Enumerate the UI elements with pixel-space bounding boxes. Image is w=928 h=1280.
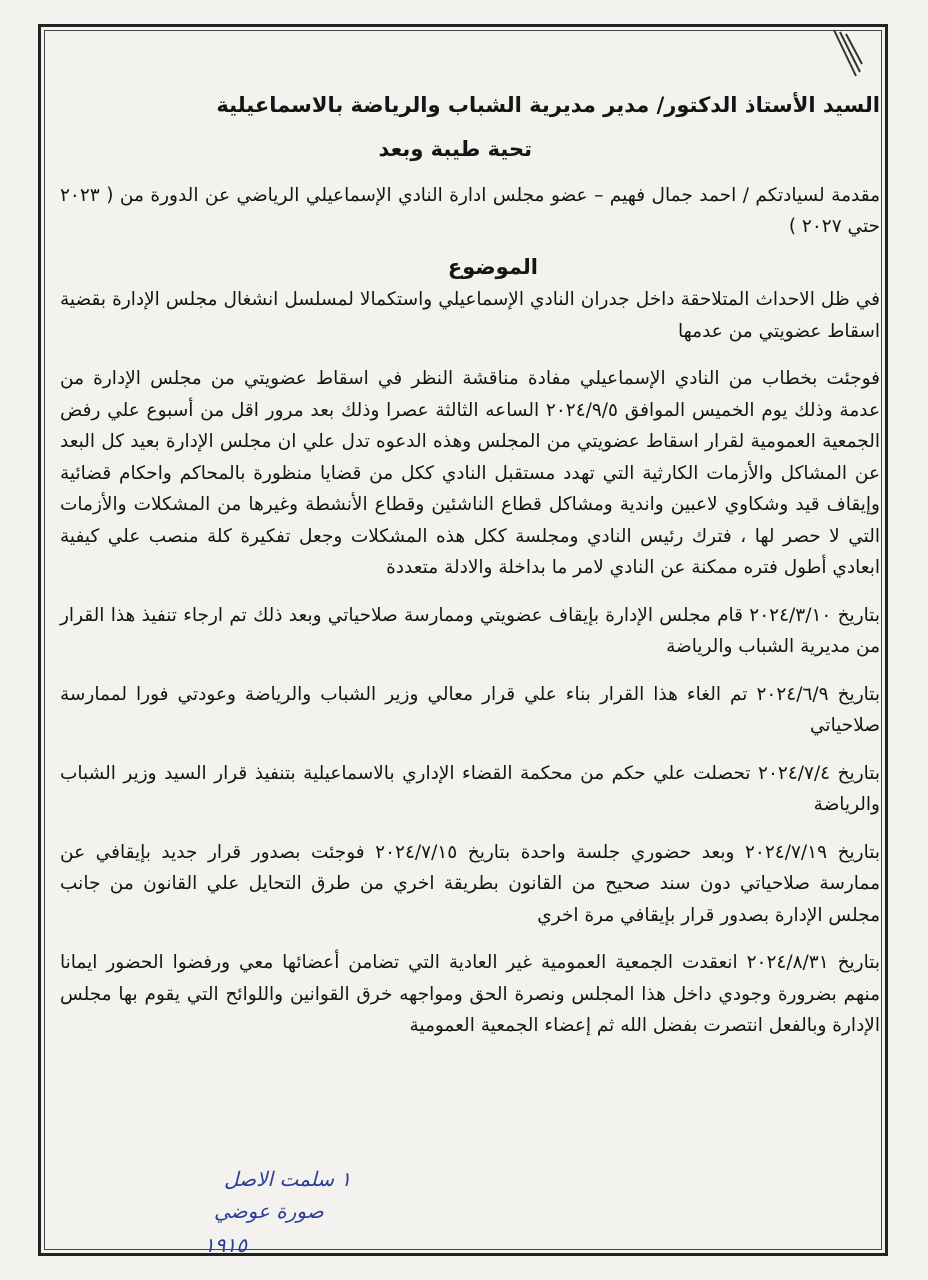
paragraph: بتاريخ ٢٠٢٤/٧/٤ تحصلت علي حكم من محكمة القضاء الإداري بالاسماعيلية بتنفيذ قرار السيد وزير الشباب والرياضة: [60, 762, 880, 815]
paragraph: فوجئت بخطاب من النادي الإسماعيلي مفادة مناقشة النظر في اسقاط عضويتي من مجلس الإدارة من عدمة وذلك يوم الخميس الموافق ٢٠٢٤/٩/٥ الساعه الثالثة عصرا وذلك بعد مرور اقل من أسبوع علي رفض الجمعية العمومية لقرار اسقاط عضويتي من المجلس وهذه الدعوه تدل علي ان مجلس الإدارة بعيد كل البعد عن المشاكل والأزمات الكارثية التي تهدد مستقبل النادي ككل من قضايا منظورة بالمحاكم واحكام قضائية وإيقاف قيد وشكاوي لاعبين واندية ومشاكل قطاع الناشئين وقطاع الأنشطة وغيرها من المشكلات والأزمات التي لا حصر لها ، فترك رئيس النادي ومجلسة ككل هذه المشكلات وجعل تفكيرة كلة منصب علي كيفية ابعادي أطول فتره ممكنة عن النادي لامر ما بداخلة والادلة متعددة: [60, 368, 880, 578]
subject-heading: الموضوع: [447, 255, 538, 279]
intro-line: مقدمة لسيادتكم / احمد جمال فهيم – عضو مجلس ادارة النادي الإسماعيلي الرياضي عن الدورة من ( ٢٠٢٣ حتي ٢٠٢٧ ): [60, 185, 880, 237]
letter-body: [60, 88, 880, 1058]
paragraph: بتاريخ ٢٠٢٤/٨/٣١ انعقدت الجمعية العمومية غير العادية التي تضامن أعضائها معي ورفضوا الحضور ايمانا منهم بضرورة وجودي داخل هذا المجلس ونصرة الحق ومواجهه خرق القوانين واللوائح التي يقوم بها مجلس الإدارة وبالفعل انتصرت بفضل الله ثم إعضاء الجمعية العمومية: [60, 952, 880, 1036]
paragraph: بتاريخ ٢٠٢٤/٧/١٩ وبعد حضوري جلسة واحدة بتاريخ ٢٠٢٤/٧/١٥ فوجئت بصدور قرار جديد بإيقافي عن ممارسة صلاحياتي دون سند صحيح من القانون بطريقة اخري من طرق التحايل علي القانون من جانب مجلس الإدارة بصدور قرار بإيقافي مرة اخري: [60, 841, 880, 926]
salutation-line: السيد الأستاذ الدكتور/ مدير مديرية الشباب والرياضة بالاسماعيلية: [216, 93, 880, 117]
pen-stroke-mark: [826, 26, 866, 82]
paragraph: في ظل الاحداث المتلاحقة داخل جدران النادي الإسماعيلي واستكمالا لمسلسل انشغال مجلس الإدارة بقضية اسقاط عضويتي من عدمها: [60, 289, 880, 342]
handwriting-line: ١ سلمت الاصل: [224, 1167, 352, 1191]
handwriting-line: صورة عوضي: [214, 1199, 324, 1223]
paragraph: بتاريخ ٢٠٢٤/٦/٩ تم الغاء هذا القرار بناء علي قرار معالي وزير الشباب والرياضة وعودتي فورا لممارسة صلاحياتي: [60, 683, 880, 736]
handwriting-line: ١٩١٥: [204, 1233, 247, 1257]
paragraph: بتاريخ ٢٠٢٤/٣/١٠ قام مجلس الإدارة بإيقاف عضويتي وممارسة صلاحياتي وبعد ذلك تم ارجاء تنفيذ هذا القرار من مديرية الشباب والرياضة: [60, 604, 880, 657]
greeting-line: تحية طيبة وبعد: [378, 137, 532, 161]
handwritten-receipt-note: [84, 1160, 352, 1270]
